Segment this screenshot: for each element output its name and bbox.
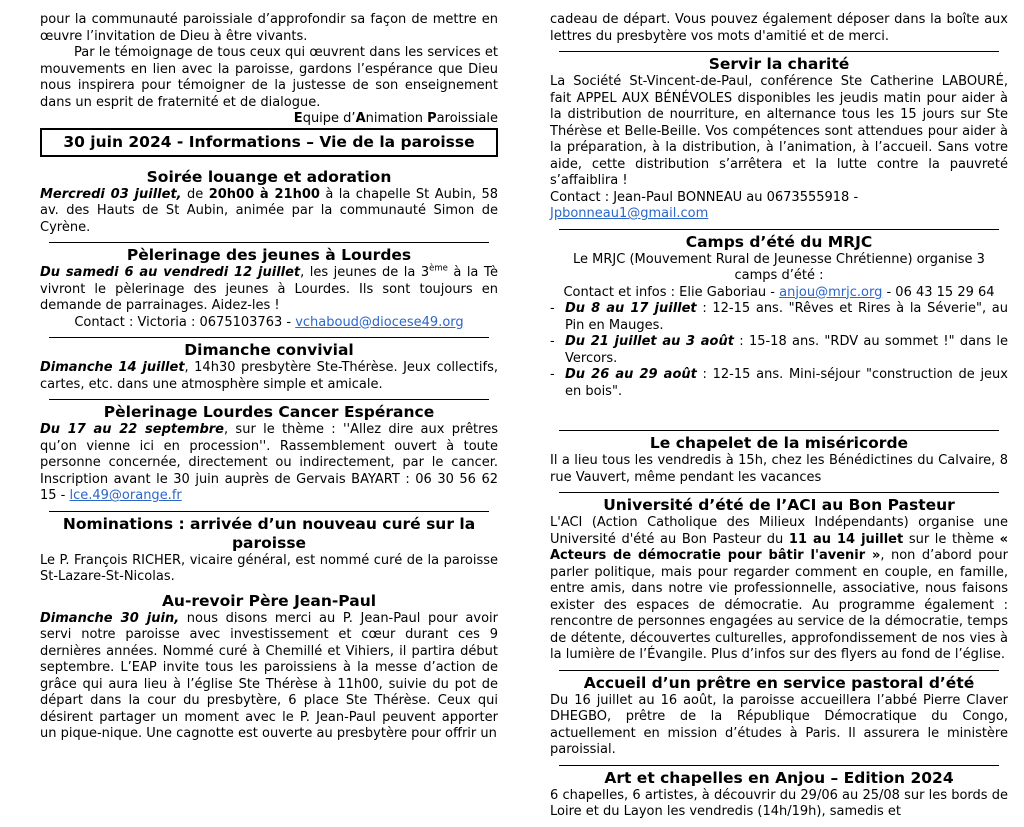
text-run: Du 16 juillet au 16 août, la paroisse accueillera l’abbé Pierre Claver DHEGBO, prêtre de la République Démocratique du Congo, actuellement en mission d’études à Paris. Il assurera le ministère paroissial. xyxy=(550,692,1008,757)
paragraph xyxy=(550,453,1008,486)
paragraph xyxy=(40,360,498,393)
text-run: 6 chapelles, 6 artistes, à découvrir du 29/06 au 25/08 sur les bords de Loire et du Layon les vendredis (14h/19h), samedis et xyxy=(550,787,1008,819)
paragraph xyxy=(40,553,498,586)
section xyxy=(40,592,498,743)
text-run: Du 8 au 17 juillet xyxy=(565,301,697,316)
paragraph xyxy=(550,788,1008,821)
text-run: Du samedi 6 au vendredi 12 juillet xyxy=(40,265,301,280)
section xyxy=(550,12,1008,45)
section-divider xyxy=(49,242,489,243)
section-title: Soirée louange et adoration xyxy=(146,167,392,186)
text-run: 11 au 14 juillet xyxy=(788,531,904,547)
text-run: sur le thème xyxy=(903,531,1000,547)
intro-paragraph-2: Par le témoignage de tous ceux qui œuvrent dans les services et mouvements en lien avec la paroisse, gardons l’espérance que Dieu nous inspirera pour témoigner de la justesse de son enseignement dans un esprit de fraternité et de dialogue. xyxy=(40,45,498,110)
list-item xyxy=(550,301,1008,334)
text-run: Du 17 au 22 septembre xyxy=(40,422,224,437)
paragraph xyxy=(40,187,498,237)
section-divider xyxy=(559,229,999,230)
section-title: Camps d’été du MRJC xyxy=(685,232,873,251)
text-run: quipe d’ xyxy=(302,111,356,126)
section-title: Université d’été de l’ACI au Bon Pasteur xyxy=(603,496,955,514)
section-title: Dimanche convivial xyxy=(184,341,354,359)
text-run: à la Tè vivront le pèlerinage des jeunes à Lourdes. Ils sont toujours en demande de parrainages. Aidez-les ! xyxy=(40,265,499,313)
text-run: 20h00 à 21h00 xyxy=(208,186,320,202)
text-run: : 12-15 ans. "Rêves et Rires à la Séverie", au Pin en Mauges. xyxy=(565,301,1008,333)
list-item-text xyxy=(565,367,1008,400)
section-divider xyxy=(559,670,999,671)
text-run: Mercredi 03 juillet, xyxy=(40,186,182,202)
section xyxy=(40,399,498,505)
list-item-text xyxy=(565,334,1008,367)
list-dash: - xyxy=(550,367,555,382)
list-item-text xyxy=(565,301,1008,334)
text-run: Contact et infos : Elie Gaboriau - xyxy=(563,284,780,300)
text-run: à la chapelle St Aubin, 58 av. des Hauts de St Aubin, animée par la communauté Simon de Cyrène. xyxy=(40,186,499,235)
text-run: Contact : Jean-Paul BONNEAU au 0673555918 - xyxy=(550,189,859,205)
left-column xyxy=(40,12,498,827)
email-link[interactable]: vchaboud@diocese49.org xyxy=(295,314,464,330)
paragraph xyxy=(550,74,1008,190)
text-run: P xyxy=(427,111,437,126)
paragraph xyxy=(550,693,1008,759)
text-run: cadeau de départ. Vous pouvez également déposer dans la boîte aux lettres du presbytère vos mots d'amitié et de merci. xyxy=(550,12,1008,44)
email-link[interactable]: anjou@mrjc.org xyxy=(779,284,883,300)
section-title: Accueil d’un prêtre en service pastoral d’été xyxy=(583,673,975,692)
section-divider xyxy=(559,430,999,431)
text-run: nous disons merci au P. Jean-Paul pour avoir servi notre paroisse avec investissement et cœur durant ces 9 dernières années. Nommé curé à Chemillé et Vihiers, il partira début septembre. L’EAP invite tous les paroissiens à la messe d’action de grâce qui aura lieu à l’église Ste Thérèse à 11h00, suivie du pot de départ dans la cour du presbytère, 6 place Ste Thérèse. Ceux qui désirent partager un moment avec le P. Jean-Paul peuvent apporter un pique-nique. Une cagnotte est ouverte au presbytère pour offrir un xyxy=(40,610,498,741)
text-run: L'ACI (Action Catholique des Milieux Indépendants) organise une Université d'été au Bon Pasteur du xyxy=(550,515,1008,547)
paragraph xyxy=(40,265,498,315)
text-run: Le P. François RICHER, vicaire général, est nommé curé de la paroisse St-Lazare-St-Nicolas. xyxy=(40,552,498,584)
text-run: « Acteurs de démocratie pour bâtir l'avenir » xyxy=(550,531,1008,563)
section-divider xyxy=(559,765,999,766)
text-run: aroissiale xyxy=(436,111,498,126)
section-title: Pèlerinage des jeunes à Lourdes xyxy=(126,246,412,264)
section-divider xyxy=(49,511,489,512)
section xyxy=(40,337,498,393)
text-run: A xyxy=(355,111,366,126)
list-dash: - xyxy=(550,334,555,349)
email-link[interactable]: Jpbonneau1@gmail.com xyxy=(550,206,709,221)
paragraph xyxy=(550,12,1008,45)
paragraph xyxy=(550,190,1008,223)
right-sections xyxy=(550,12,1008,821)
paragraph xyxy=(40,422,498,505)
paragraph xyxy=(550,515,1008,664)
text-run: : 15-18 ans. "RDV au sommet !" dans le Vercors. xyxy=(565,334,1009,366)
intro-paragraph-1: pour la communauté paroissiale d’approfondir sa façon de mettre en œuvre l’invitation de Dieu à être vivants. xyxy=(40,12,498,44)
text-run: Dimanche 30 juin, xyxy=(40,610,180,626)
section-title: Pèlerinage Lourdes Cancer Espérance xyxy=(103,403,435,421)
text-run: , non d’abord pour parler politique, mais pour regarder comment en couple, en famille, entre amis, dans notre vie professionnelle, associative, nous faisons exister des espaces de démocratie. Au programme également : rencontre de personnes engagées au service de la démocratie, temps de détente, découvertes culturelles, approfondissement de nos vies à la lumière de l’Évangile. Plus d’infos sur des flyers au fond de l’église. xyxy=(550,548,1008,662)
text-run: La Société St-Vincent-de-Paul, conférence Ste Catherine LABOURÉ, fait APPEL AUX BÉNÉVOLES disponibles les jeudis matin pour aider à la distribution de nourriture, en alternance tous les 15 jours sur Ste Thérèse et Belle-Beille. Vos compétences sont attendues pour aider à la préparation, à la distribution, à l’animation, à l’accueil. Sans votre aide, cette distribution s’arrêtera et la lutte contre la pauvreté s’affaiblira ! xyxy=(550,74,1008,188)
section xyxy=(550,51,1008,223)
text-run: Du 21 juillet au 3 août xyxy=(565,334,734,349)
section-divider xyxy=(49,337,489,338)
section xyxy=(40,168,498,237)
section-title: Le chapelet de la miséricorde xyxy=(649,434,909,452)
section xyxy=(40,511,498,586)
text-run: Contact : Victoria : 0675103763 - xyxy=(74,314,296,330)
paragraph xyxy=(40,315,498,332)
text-run: Dimanche 14 juillet xyxy=(40,360,185,375)
section-title: Art et chapelles en Anjou – Edition 2024 xyxy=(604,768,954,787)
text-run: Le MRJC (Mouvement Rural de Jeunesse Chrétienne) organise 3 camps d’été : xyxy=(573,251,985,283)
left-sections xyxy=(40,168,498,743)
signature xyxy=(40,111,498,128)
text-run: de xyxy=(181,186,209,202)
text-run: , sur le thème : ''Allez dire aux prêtres qu’on vienne ici en procession''. Rassemblement ouvert à toute personne concernée, directement ou indirectement, par le cancer. Inscription avant le 30 juin auprès de Gervais BAYART : 06 30 56 62 15 - xyxy=(40,422,498,503)
text-run: , 14h30 presbytère Ste-Thérèse. Jeux collectifs, cartes, etc. dans une atmosphère simple et amicale. xyxy=(40,360,498,392)
text-run: nimation xyxy=(365,111,428,126)
text-run: , les jeunes de la 3 xyxy=(300,265,430,280)
section-title: Nominations : arrivée d’un nouveau curé sur la paroisse xyxy=(62,514,476,552)
section xyxy=(550,492,1008,664)
section-divider xyxy=(559,51,999,52)
section-divider xyxy=(559,492,999,493)
text-run: Il a lieu tous les vendredis à 15h, chez les Bénédictines du Calvaire, 8 rue Vauvert, même pendant les vacances xyxy=(550,453,1008,485)
email-link[interactable]: lce.49@orange.fr xyxy=(69,488,182,503)
list-dash: - xyxy=(550,301,555,316)
list-item xyxy=(550,367,1008,400)
text-run: Du 26 au 29 août xyxy=(565,367,697,382)
section xyxy=(40,242,498,331)
section-title: Servir la charité xyxy=(708,55,850,73)
text-run: - 06 43 15 29 64 xyxy=(882,284,995,300)
text-run: : 12-15 ans. Mini-séjour "construction de jeux en bois". xyxy=(565,367,1008,399)
text-run: ème xyxy=(429,263,448,274)
paragraph xyxy=(550,285,1008,302)
section xyxy=(550,765,1008,821)
edition-title-box: 30 juin 2024 - Informations – Vie de la paroisse xyxy=(40,128,498,157)
section xyxy=(550,229,1008,401)
paragraph xyxy=(40,611,498,743)
section-title: Au-revoir Père Jean-Paul xyxy=(161,591,377,610)
text-run: E xyxy=(293,111,303,126)
section xyxy=(550,670,1008,759)
list-item xyxy=(550,334,1008,367)
section-divider xyxy=(49,399,489,400)
paragraph xyxy=(550,252,1008,285)
section xyxy=(550,430,1008,486)
right-column xyxy=(550,12,1008,827)
